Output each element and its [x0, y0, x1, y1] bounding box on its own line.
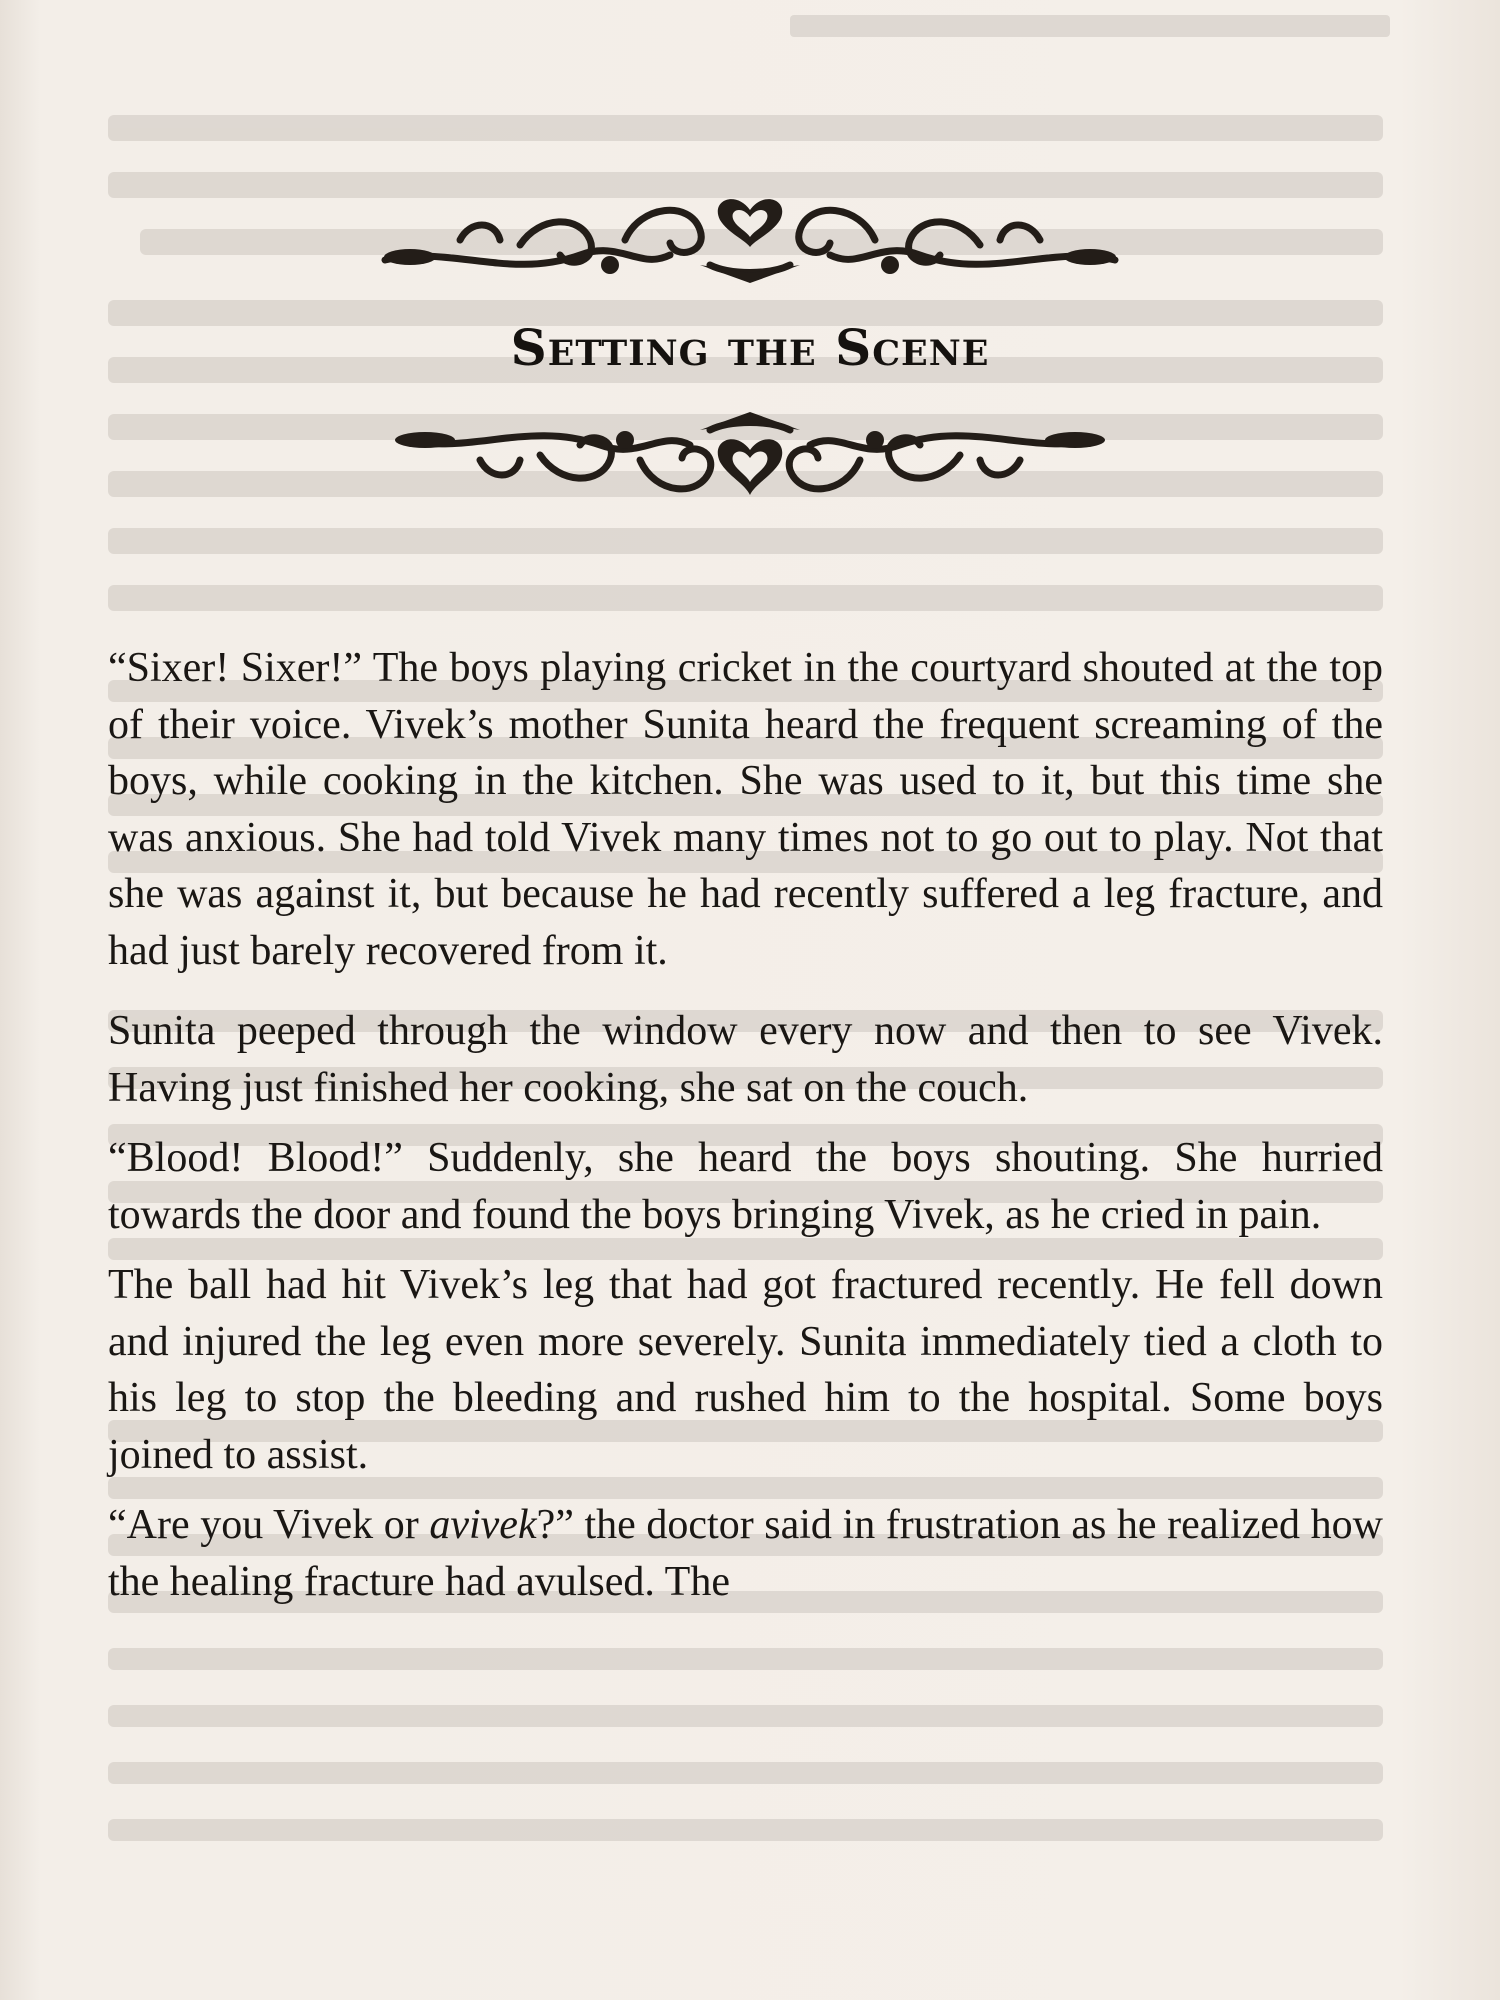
top-flourish-ornament — [370, 185, 1130, 295]
chapter-title: Setting the Scene — [510, 318, 990, 377]
paragraph-3: “Blood! Blood!” Suddenly, she heard the boys shouting. She hurried towards the door and found the boys bringing Vivek, as he cried in pain. — [108, 1135, 1383, 1238]
paragraph-5-emphasis: avivek — [429, 1502, 537, 1548]
paragraph-5-tail: ?” the doctor said in frustration as he realized how the healing fracture had avulsed. The — [108, 1502, 1383, 1605]
paragraph-5 — [108, 1497, 1383, 1610]
paragraph-4: The ball had hit Vivek’s leg that had got fractured recently. He fell down and injured the leg even more severely. Sunita immediately tied a cloth to his leg to stop the bleeding and rushed him to the hospital. Some boys joined to assist. — [108, 1262, 1383, 1478]
bottom-flourish-ornament — [370, 400, 1130, 510]
paragraph-2: Sunita peeped through the window every now and then to see Vivek. Having just finished her cooking, she sat on the couch. — [108, 1008, 1383, 1111]
paragraph-5-lead: “Are you Vivek or — [108, 1502, 430, 1548]
paragraph-1: “Sixer! Sixer!” The boys playing cricket in the courtyard shouted at the top of their voice. Vivek’s mother Sunita heard the frequent screaming of the boys, while cooking in the kitchen. She was used to it, but this time she was anxious. She had told Vivek many times not to go out to play. Not that she was against it, but because he had recently suffered a leg fracture, and had just barely recovered from it. — [108, 645, 1383, 974]
story-text — [108, 640, 1383, 1610]
